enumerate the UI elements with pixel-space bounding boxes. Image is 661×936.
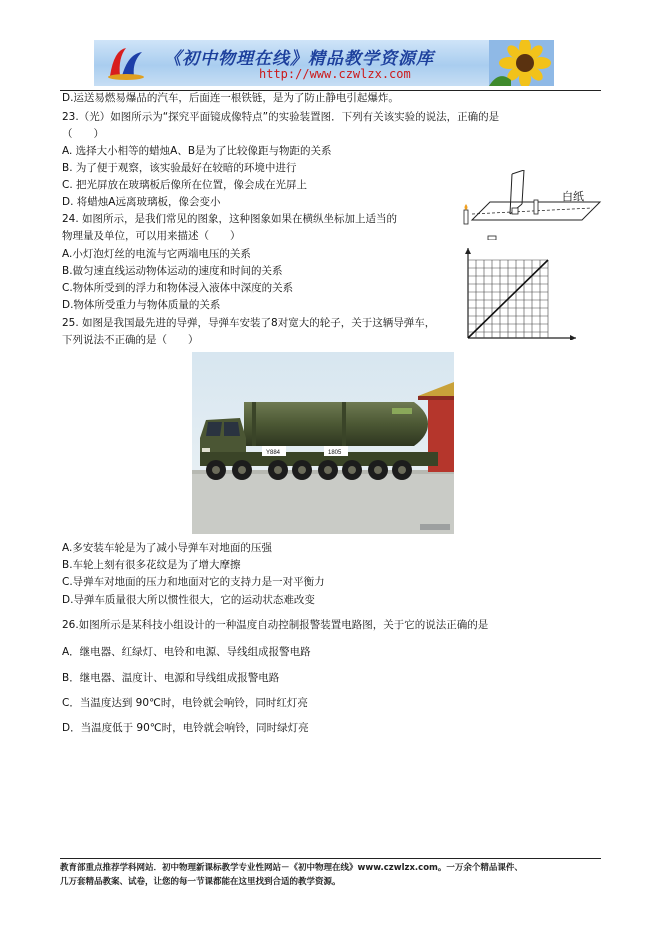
linear-graph-figure — [458, 246, 578, 340]
footer-line-2: 几万套精品教案、试卷，让您的每一节课都能在这里找到合适的教学资源。 — [60, 877, 341, 887]
q23-option-b: B. 为了便于观察，该实验最好在较暗的环境中进行 — [62, 162, 297, 174]
q23-option-a: A. 选择大小相等的蜡烛A、B是为了比较像距与物距的关系 — [62, 145, 332, 157]
q25-option-c: C.导弹车对地面的压力和地面对它的支持力是一对平衡力 — [62, 576, 325, 588]
sunflower-icon — [489, 40, 554, 86]
q23-stem: 23.（光）如图所示为“探究平面镜成像特点”的实验装置图．下列有关该实验的说法，正确的是 — [62, 111, 500, 123]
site-url[interactable]: http://www.czwlzx.com — [259, 67, 411, 81]
footer-line-1: 教育部重点推荐学科网站．初中物理新课标教学专业性网站－《初中物理在线》www.czwlzx.com。一万余个精品课件、 — [60, 863, 523, 873]
q24-option-a: A.小灯泡灯丝的电流与它两端电压的关系 — [62, 248, 251, 260]
figure-label-white-paper: 白纸 — [562, 191, 584, 203]
mirror-experiment-figure — [452, 170, 602, 240]
footer-rule — [60, 858, 601, 859]
q25-option-a: A.多安装车轮是为了减小导弹车对地面的压强 — [62, 542, 272, 554]
q24-stem-2: 物理量及单位，可以用来描述（ ） — [62, 230, 241, 242]
truck-plate-2: 1805 — [328, 450, 342, 456]
q25-option-b: B.车轮上刻有很多花纹是为了增大摩擦 — [62, 559, 241, 571]
q24-stem-1: 24. 如图所示，是我们常见的图象，这种图象如果在横纵坐标加上适当的 — [62, 213, 398, 225]
q24-option-c: C.物体所受到的浮力和物体浸入液体中深度的关系 — [62, 282, 294, 294]
q22-option-d: D.运送易燃易爆品的汽车，后面连一根铁链，是为了防止静电引起爆炸。 — [62, 92, 399, 104]
q26-option-c: C．当温度达到 90℃时，电铃就会响铃，同时红灯亮 — [62, 697, 308, 709]
site-title: 《初中物理在线》精品教学资源库 — [164, 49, 434, 69]
q23-option-d: D. 将蜡烛A远离玻璃板，像会变小 — [62, 196, 221, 208]
q26-option-b: B．继电器、温度计、电源和导线组成报警电路 — [62, 672, 280, 684]
q23-option-c: C. 把光屏放在玻璃板后像所在位置，像会成在光屏上 — [62, 179, 308, 191]
q24-option-b: B.做匀速直线运动物体运动的速度和时间的关系 — [62, 265, 283, 277]
q24-option-d: D.物体所受重力与物体质量的关系 — [62, 299, 221, 311]
q26-option-d: D．当温度低于 90℃时，电铃就会响铃，同时绿灯亮 — [62, 722, 309, 734]
q25-option-d: D.导弹车质量很大所以惯性很大，它的运动状态难改变 — [62, 594, 315, 606]
truck-plate-1: Y884 — [266, 450, 281, 456]
q25-stem-1: 25. 如图是我国最先进的导弹，导弹车安装了8对宽大的轮子，关于这辆导弹车， — [62, 317, 436, 329]
q23-blank: （ ） — [62, 128, 104, 140]
header-banner — [94, 40, 554, 86]
q25-stem-2: 下列说法不正确的是（ ） — [62, 334, 199, 346]
site-logo-icon — [104, 44, 148, 82]
q26-stem: 26.如图所示是某科技小组设计的一种温度自动控制报警装置电路图，关于它的说法正确的是 — [62, 619, 489, 631]
missile-truck-photo — [192, 352, 454, 534]
q26-option-a: A．继电器、红绿灯、电铃和电源、导线组成报警电路 — [62, 646, 311, 658]
